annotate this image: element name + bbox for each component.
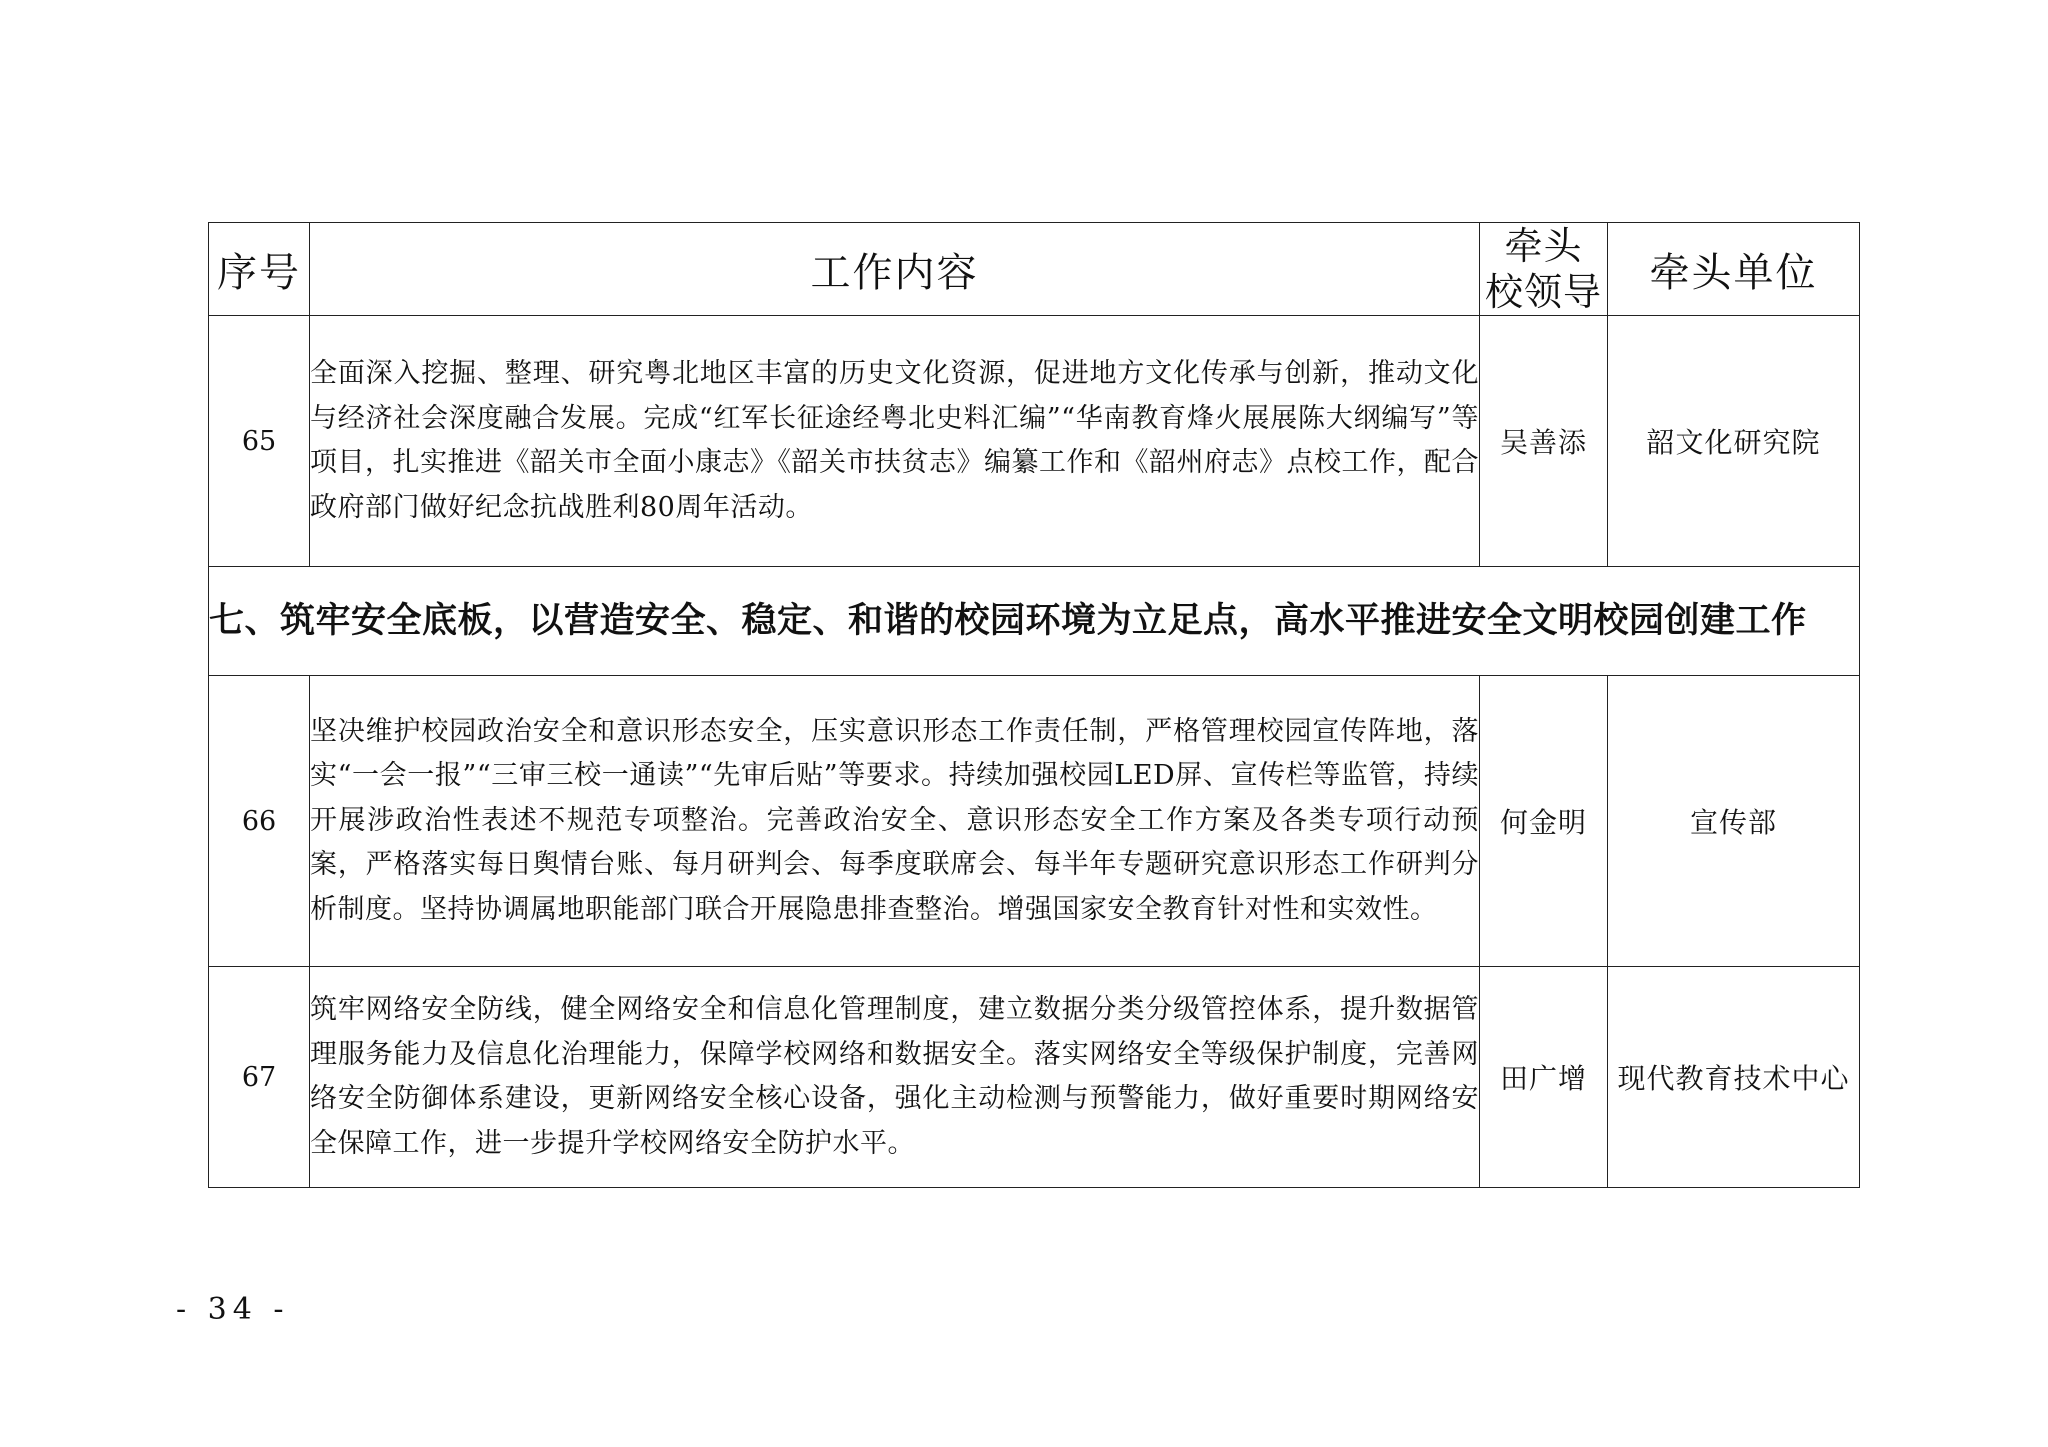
row-content: 筑牢网络安全防线，健全网络安全和信息化管理制度，建立数据分类分级管控体系，提升数据管理服务能力及信息化治理能力，保障学校网络和数据安全。落实网络安全等级保护制度，完善网络安全防御体系建设，更新网络安全核心设备，强化主动检测与预警能力，做好重要时期网络安全保障工作，进一步提升学校网络安全防护水平。 bbox=[310, 967, 1480, 1188]
row-unit: 韶文化研究院 bbox=[1608, 316, 1860, 567]
row-leader: 田广增 bbox=[1480, 967, 1608, 1188]
header-leader bbox=[1480, 223, 1608, 316]
row-unit: 宣传部 bbox=[1608, 676, 1860, 967]
row-leader: 吴善添 bbox=[1480, 316, 1608, 567]
table-header-row bbox=[209, 223, 1860, 316]
table-row bbox=[209, 676, 1860, 967]
table-row bbox=[209, 967, 1860, 1188]
work-plan-table bbox=[208, 222, 1860, 1188]
row-content: 全面深入挖掘、整理、研究粤北地区丰富的历史文化资源，促进地方文化传承与创新，推动文化与经济社会深度融合发展。完成“红军长征途经粤北史料汇编”“华南教育烽火展展陈大纲编写”等项目，扎实推进《韶关市全面小康志》《韶关市扶贫志》编纂工作和《韶州府志》点校工作，配合政府部门做好纪念抗战胜利80周年活动。 bbox=[310, 316, 1480, 567]
header-no: 序号 bbox=[209, 223, 310, 316]
header-unit: 牵头单位 bbox=[1608, 223, 1860, 316]
header-leader-line1: 牵头 bbox=[1504, 224, 1583, 268]
page-number: - 34 - bbox=[176, 1292, 290, 1327]
row-unit: 现代教育技术中心 bbox=[1608, 967, 1860, 1188]
row-number: 66 bbox=[209, 676, 310, 967]
row-number: 65 bbox=[209, 316, 310, 567]
header-leader-line2: 校领导 bbox=[1484, 270, 1602, 314]
header-content: 工作内容 bbox=[310, 223, 1480, 316]
section-row bbox=[209, 567, 1860, 676]
section-title: 七、筑牢安全底板，以营造安全、稳定、和谐的校园环境为立足点，高水平推进安全文明校园创建工作 bbox=[209, 567, 1860, 676]
row-leader: 何金明 bbox=[1480, 676, 1608, 967]
row-number: 67 bbox=[209, 967, 310, 1188]
table-row bbox=[209, 316, 1860, 567]
row-content: 坚决维护校园政治安全和意识形态安全，压实意识形态工作责任制，严格管理校园宣传阵地，落实“一会一报”“三审三校一通读”“先审后贴”等要求。持续加强校园LED屏、宣传栏等监管，持续开展涉政治性表述不规范专项整治。完善政治安全、意识形态安全工作方案及各类专项行动预案，严格落实每日舆情台账、每月研判会、每季度联席会、每半年专题研究意识形态工作研判分析制度。坚持协调属地职能部门联合开展隐患排查整治。增强国家安全教育针对性和实效性。 bbox=[310, 676, 1480, 967]
